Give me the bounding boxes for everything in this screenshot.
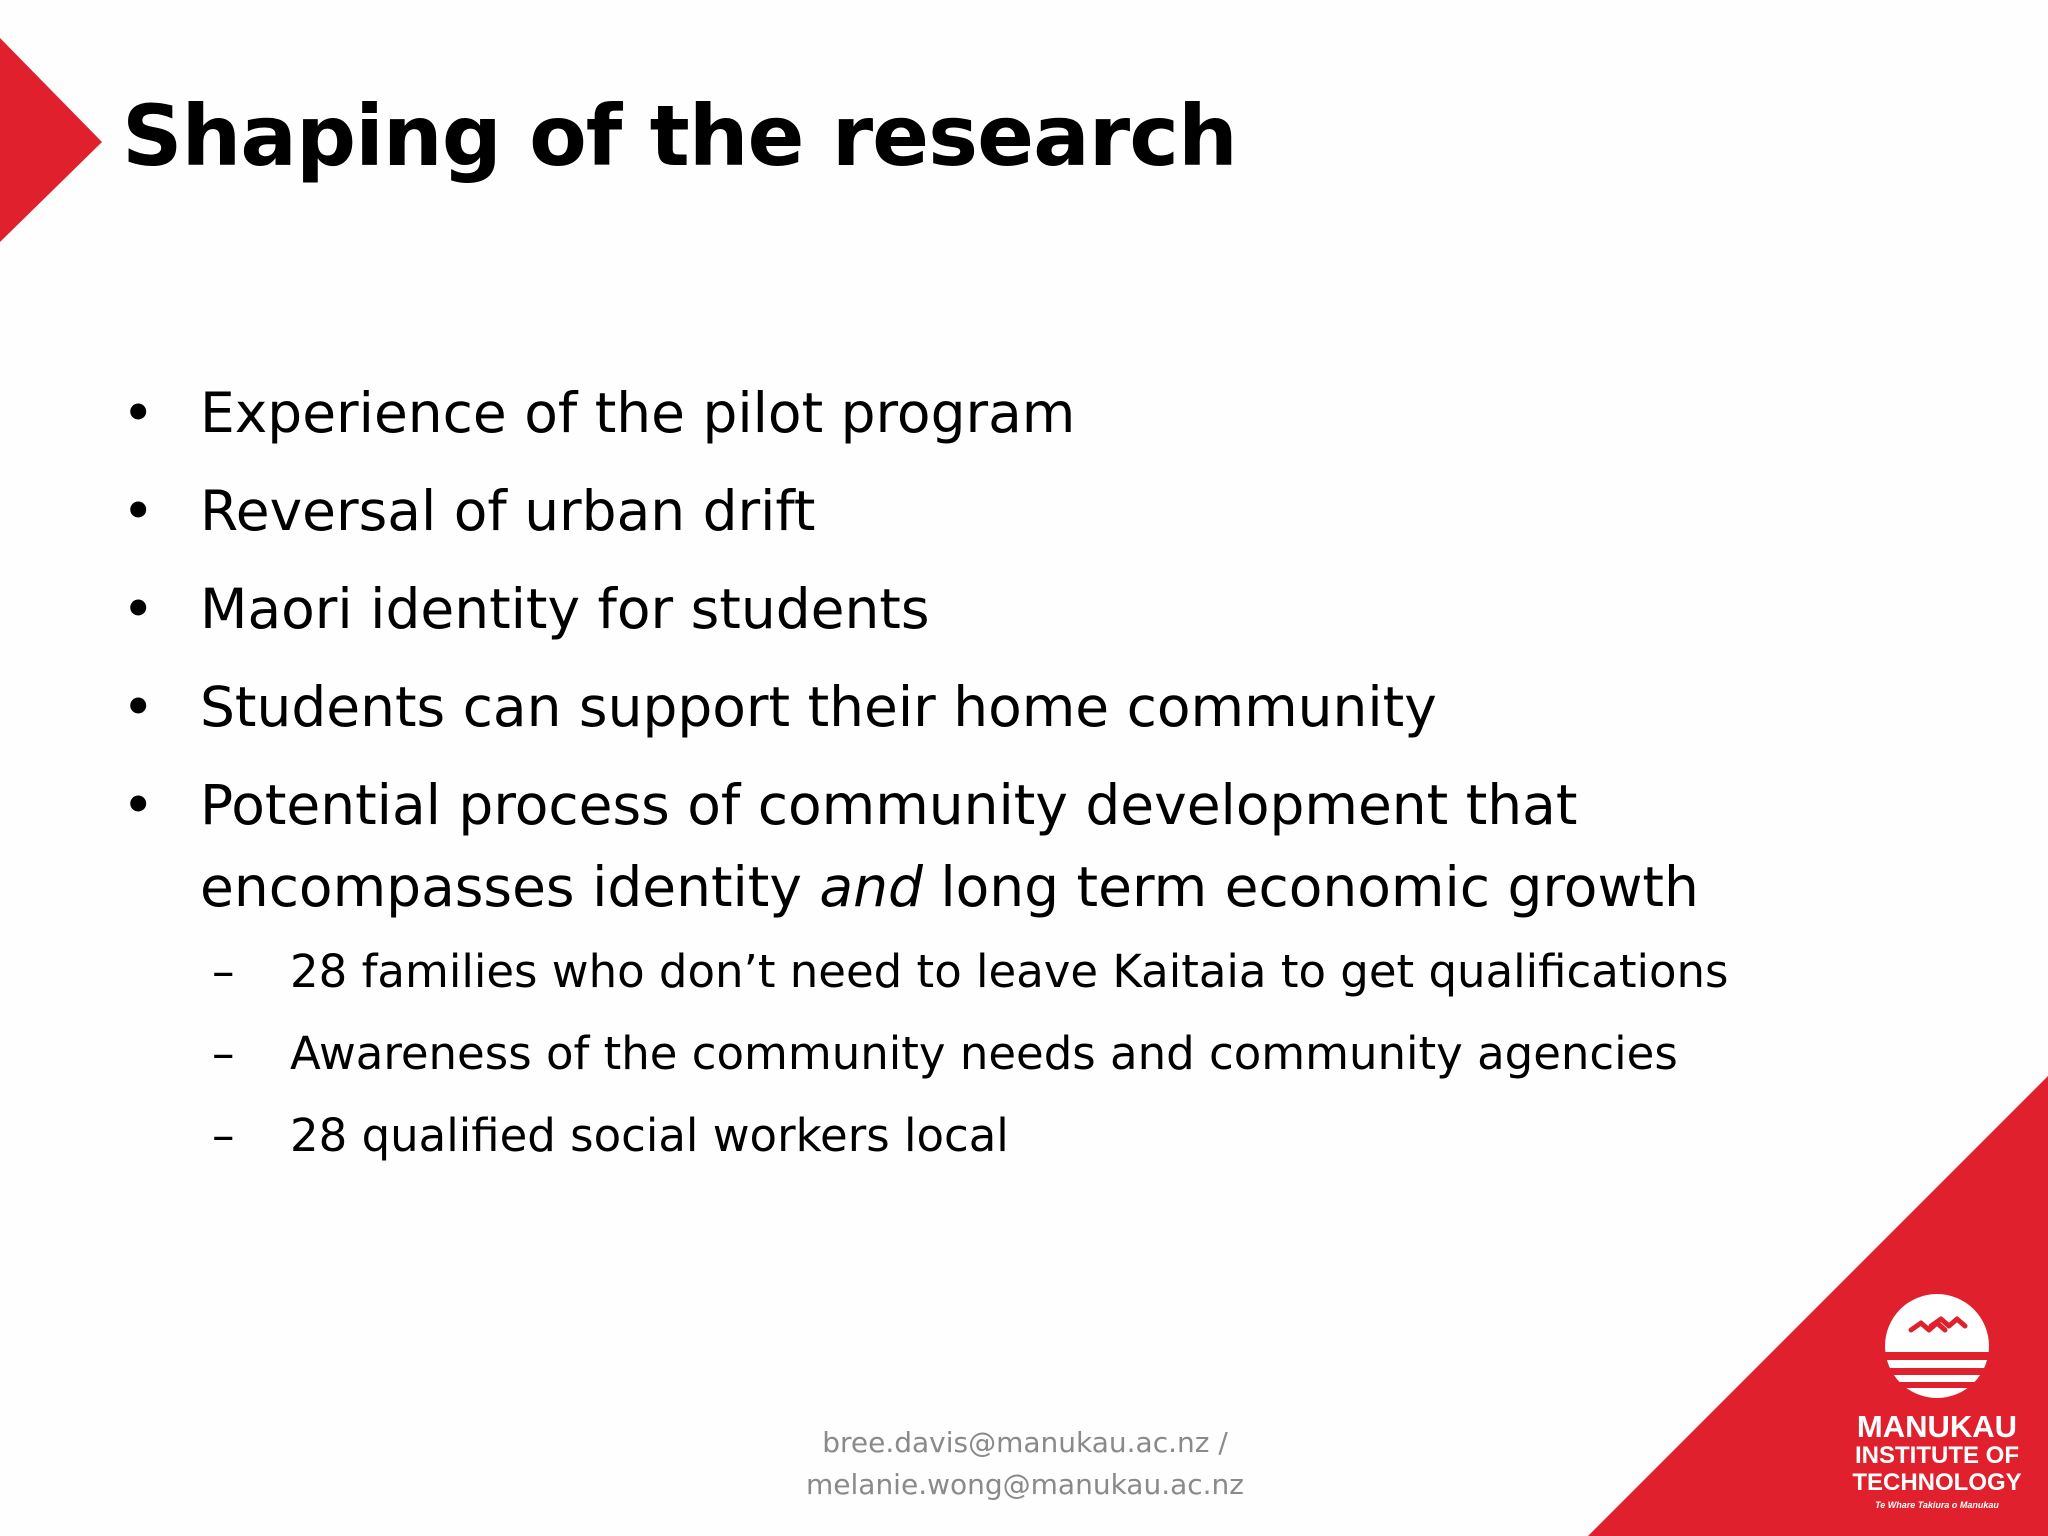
bullet-marker: • bbox=[122, 381, 155, 445]
footer-contact bbox=[700, 1422, 1350, 1506]
text-run: long term economic growth bbox=[922, 855, 1699, 919]
slide-title: Shaping of the research bbox=[122, 87, 1237, 185]
bullet-marker: • bbox=[122, 479, 155, 543]
sun-birds-emblem-icon bbox=[1881, 1290, 1993, 1402]
sub-bullet-item bbox=[212, 942, 1822, 1002]
bullet-text-line-1: Potential process of community development that bbox=[200, 773, 1578, 837]
sub-bullet-marker: – bbox=[212, 1027, 235, 1080]
sub-bullet-list bbox=[212, 942, 1822, 1166]
sub-bullet-item bbox=[212, 1106, 1822, 1166]
footer-email-2: melanie.wong@manukau.ac.nz bbox=[806, 1468, 1244, 1501]
institute-logo bbox=[1852, 1290, 2022, 1512]
bullet-marker: • bbox=[122, 577, 155, 641]
bullet-text-line-2 bbox=[200, 846, 1822, 928]
logo-text-line-3: TECHNOLOGY bbox=[1852, 1469, 2022, 1496]
bullet-item bbox=[122, 372, 1822, 454]
logo-text-line-1: MANUKAU bbox=[1856, 1409, 2018, 1444]
sub-bullet-text: Awareness of the community needs and community agencies bbox=[290, 1027, 1678, 1080]
sub-bullet-item bbox=[212, 1024, 1822, 1084]
sub-bullet-text: 28 qualified social workers local bbox=[290, 1109, 1009, 1162]
sub-bullet-marker: – bbox=[212, 1109, 235, 1162]
emphasis-text: and bbox=[819, 855, 923, 919]
bullet-text: Reversal of urban drift bbox=[200, 479, 816, 543]
bullet-item bbox=[122, 470, 1822, 552]
bullet-text: Students can support their home community bbox=[200, 675, 1437, 739]
sub-bullet-marker: – bbox=[212, 945, 235, 998]
text-run: encompasses identity bbox=[200, 855, 820, 919]
bullet-item bbox=[122, 568, 1822, 650]
bullet-text: Experience of the pilot program bbox=[200, 381, 1076, 445]
bullet-item bbox=[122, 764, 1822, 1166]
top-left-red-triangle bbox=[0, 0, 110, 250]
bullet-text: Maori identity for students bbox=[200, 577, 930, 641]
bullet-marker: • bbox=[122, 675, 155, 739]
bullet-marker: • bbox=[122, 773, 155, 837]
sub-bullet-text: 28 families who don’t need to leave Kaitaia to get qualifications bbox=[290, 945, 1729, 998]
bullet-item bbox=[122, 666, 1822, 748]
logo-text-line-2: INSTITUTE OF bbox=[1855, 1442, 2019, 1469]
logo-tagline: Te Whare Takiura o Manukau bbox=[1875, 1500, 1999, 1510]
footer-email-1: bree.davis@manukau.ac.nz / bbox=[822, 1426, 1228, 1459]
bullet-list bbox=[122, 372, 1822, 1188]
